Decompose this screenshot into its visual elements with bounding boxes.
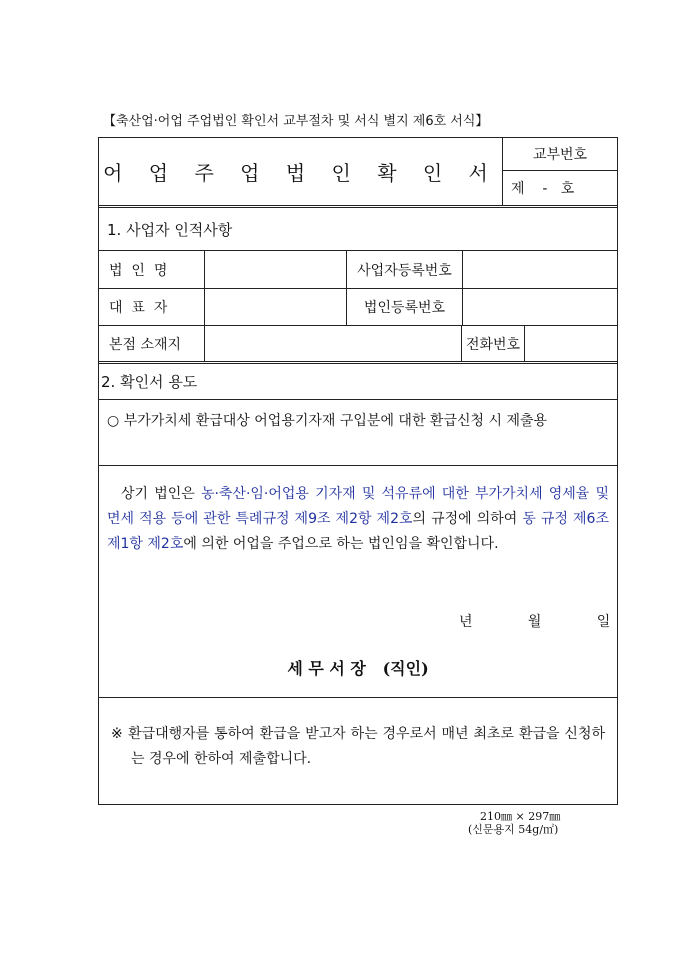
issue-number-value: 제 - 호	[511, 181, 575, 197]
certification-body	[99, 466, 617, 698]
hq-address-label: 본점 소재지	[99, 326, 205, 361]
hq-address-row	[99, 326, 617, 364]
corp-name-row	[99, 251, 617, 289]
form-title: 어 업 주 업 법 인 확 인 서	[99, 138, 503, 205]
cert-regulation-ref: 농·축산·임·어업용 기자재 및 석유류에 대한 부가가치세 영세율 및 면세 적용 등에 관한 특례규정 제9조 제2항 제2호	[107, 486, 609, 527]
purpose-row	[99, 400, 617, 466]
tax-office-signature: 세 무 서 장 (직인)	[287, 659, 429, 678]
representative-label: 대 표 자	[99, 289, 205, 325]
form-header	[99, 138, 617, 208]
corp-reg-field[interactable]	[463, 289, 617, 325]
phone-label: 전화번호	[462, 326, 525, 361]
confirmation-form	[98, 137, 618, 805]
cert-text-1: 상기 법인은	[121, 486, 201, 502]
paper-size: 210㎜ × 297㎜	[480, 810, 561, 823]
corp-reg-label: 법인등록번호	[347, 289, 463, 325]
issue-date: 년 월 일	[459, 614, 611, 630]
section-2-header	[99, 364, 617, 400]
section-2-title: 2. 확인서 용도	[101, 373, 198, 391]
corp-name-field[interactable]	[205, 251, 347, 288]
cert-text-3: 에 의한 어업을 주업으로 하는 법인임을 확인합니다.	[183, 536, 499, 552]
hq-address-field[interactable]	[205, 326, 462, 361]
purpose-text: ○ 부가가치세 환급대상 어업용기자재 구입분에 대한 환급신청 시 제출용	[107, 413, 548, 429]
biz-reg-field[interactable]	[463, 251, 617, 288]
biz-reg-label: 사업자등록번호	[347, 251, 463, 288]
issue-number-label: 교부번호	[503, 138, 617, 171]
representative-row	[99, 289, 617, 326]
certification-paragraph	[107, 482, 609, 557]
note-text: ※ 환급대행자를 통하여 환급을 받고자 하는 경우로서 매년 최초로 환급을 신청하는 경우에 한하여 제출합니다.	[111, 726, 605, 767]
paper-type: (신문용지 54g/㎡)	[468, 823, 559, 836]
note-section	[99, 698, 617, 804]
representative-field[interactable]	[205, 289, 347, 325]
form-heading: 【축산업·어업 주업법인 확인서 교부절차 및 서식 별지 제6호 서식】	[103, 114, 489, 129]
cert-text-2: 의 규정에 의하여	[412, 511, 523, 527]
phone-field[interactable]	[525, 326, 617, 361]
section-1-header	[99, 208, 617, 251]
section-1-title: 1. 사업자 인적사항	[107, 220, 233, 239]
cert-article-ref: 동 규정 제6조 제1항 제2호	[107, 511, 609, 552]
corp-name-label: 법 인 명	[99, 251, 205, 288]
